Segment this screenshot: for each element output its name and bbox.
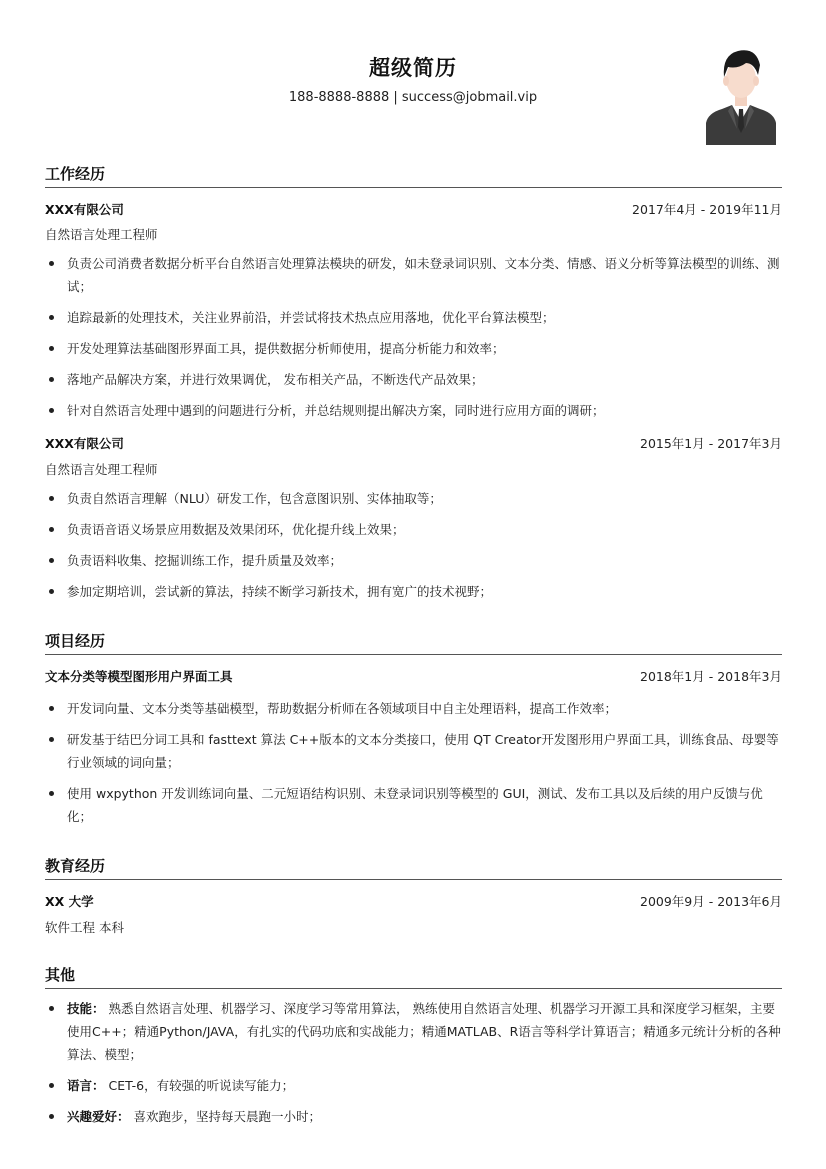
avatar <box>704 45 778 145</box>
job-role: 自然语言处理工程师 <box>45 462 158 477</box>
section-divider <box>45 654 782 655</box>
list-item: 负责自然语言理解（NLU）研发工作，包含意图识别、实体抽取等； <box>45 487 782 510</box>
job-date: 2017年4月 - 2019年11月 <box>632 202 782 217</box>
job-duty-list <box>45 252 782 430</box>
list-item: 开发词向量、文本分类等基础模型，帮助数据分析师在各领域项目中自主处理语料，提高工作效率； <box>45 697 782 720</box>
project-name: 文本分类等模型图形用户界面工具 <box>45 669 233 684</box>
company-name: XXX有限公司 <box>45 436 124 451</box>
education-date: 2009年9月 - 2013年6月 <box>640 894 782 909</box>
company-name: XXX有限公司 <box>45 202 124 217</box>
hobby-text: 喜欢跑步，坚持每天晨跑一小时； <box>133 1109 322 1124</box>
education-major: 软件工程 本科 <box>45 920 124 935</box>
list-item: 负责公司消费者数据分析平台自然语言处理算法模块的研发，如未登录词识别、文本分类、情感、语义分析等算法模型的训练、测试； <box>45 252 782 298</box>
section-title-project: 项目经历 <box>45 632 106 650</box>
job-duty-list <box>45 487 782 611</box>
language-text: CET-6，有较强的听说读写能力； <box>108 1078 295 1093</box>
project-item-list <box>45 697 782 836</box>
language-item <box>45 1074 782 1097</box>
section-divider <box>45 879 782 880</box>
job-header <box>45 200 782 218</box>
list-item: 参加定期培训，尝试新的算法，持续不断学习新技术，拥有宽广的技术视野； <box>45 580 782 603</box>
resume-name: 超级简历 <box>369 56 457 80</box>
list-item: 追踪最新的处理技术，关注业界前沿，并尝试将技术热点应用落地，优化平台算法模型； <box>45 306 782 329</box>
project-date: 2018年1月 - 2018年3月 <box>640 669 782 684</box>
section-title-work: 工作经历 <box>45 165 106 183</box>
project-header <box>45 667 782 685</box>
hobby-label: 兴趣爱好： <box>67 1109 130 1124</box>
job-role: 自然语言处理工程师 <box>45 227 158 242</box>
list-item: 开发处理算法基础图形界面工具，提供数据分析师使用，提高分析能力和效率； <box>45 337 782 360</box>
list-item: 负责语料收集、挖掘训练工作，提升质量及效率； <box>45 549 782 572</box>
skills-text: 熟悉自然语言处理、机器学习、深度学习等常用算法， 熟练使用自然语言处理、机器学习开源工具和深度学习框架，主要使用C++；精通Python/JAVA，有扎实的代码功底和实战能力；精通MATLAB、R语言等科学计算语言；精通多元统计分析的各种算法、模型； <box>67 1001 781 1062</box>
list-item: 落地产品解决方案，并进行效果调优， 发布相关产品，不断迭代产品效果； <box>45 368 782 391</box>
list-item: 使用 wxpython 开发训练词向量、二元短语结构识别、未登录词识别等模型的 GUI，测试、发布工具以及后续的用户反馈与优化； <box>45 782 782 828</box>
skills-item <box>45 997 782 1066</box>
job-header <box>45 434 782 452</box>
other-item-list <box>45 997 782 1136</box>
list-item: 负责语音语义场景应用数据及效果闭环，优化提升线上效果； <box>45 518 782 541</box>
section-title-other: 其他 <box>45 966 76 984</box>
list-item: 研发基于结巴分词工具和 fasttext 算法 C++版本的文本分类接口，使用 QT Creator开发图形用户界面工具，训练食品、母婴等行业领域的词向量； <box>45 728 782 774</box>
list-item: 针对自然语言处理中遇到的问题进行分析，并总结规则提出解决方案，同时进行应用方面的调研； <box>45 399 782 422</box>
hobby-item <box>45 1105 782 1128</box>
education-header <box>45 892 782 910</box>
section-divider <box>45 187 782 188</box>
school-name: XX 大学 <box>45 894 94 909</box>
section-title-education: 教育经历 <box>45 857 106 875</box>
skills-label: 技能： <box>67 1001 105 1016</box>
section-divider <box>45 988 782 989</box>
language-label: 语言： <box>67 1078 105 1093</box>
contact-info: 188-8888-8888 | success@jobmail.vip <box>288 90 538 105</box>
job-date: 2015年1月 - 2017年3月 <box>640 436 782 451</box>
